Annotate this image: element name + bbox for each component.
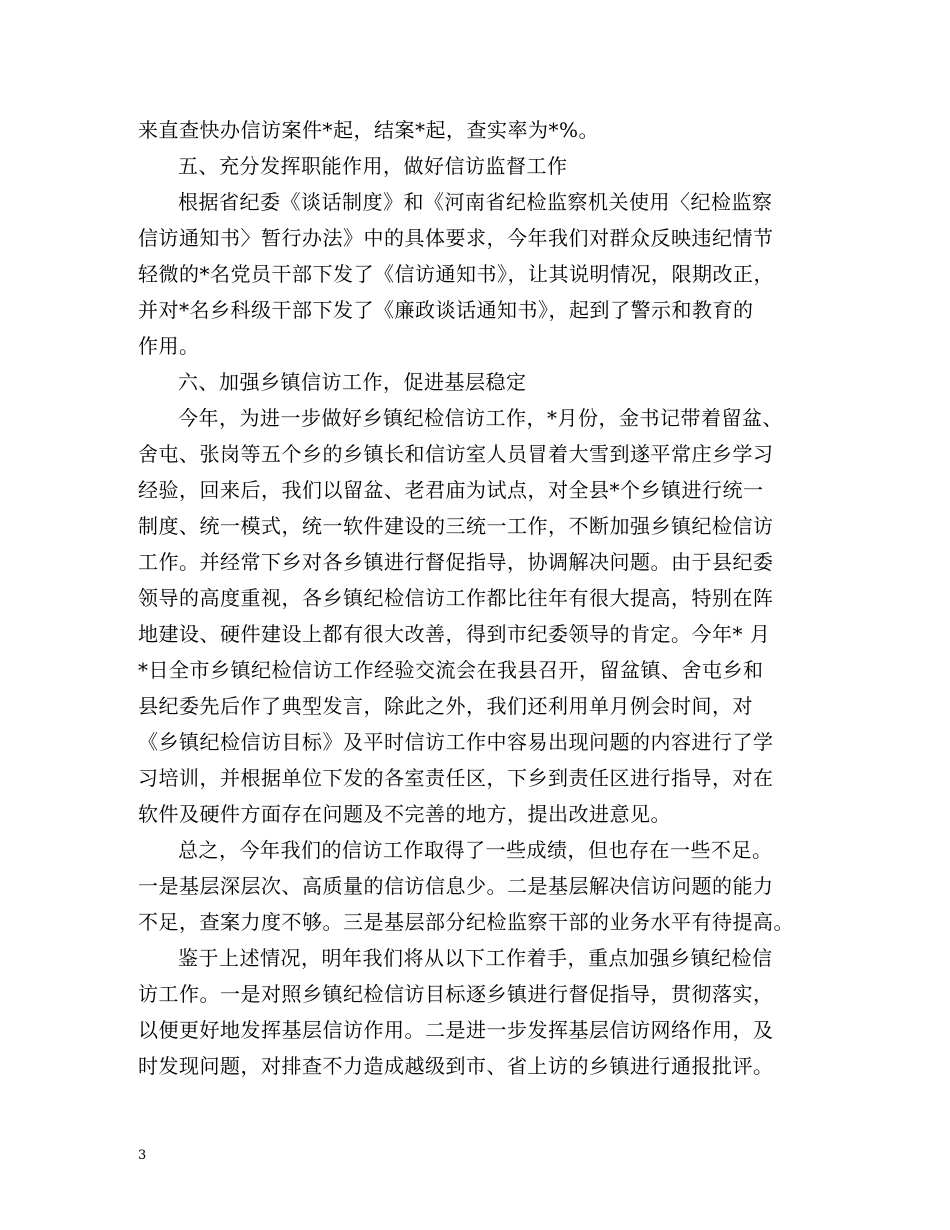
body-text-line: 领导的高度重视，各乡镇纪检信访工作都比往年有很大提高，特别在阵 (138, 586, 774, 610)
body-text-line: 《乡镇纪检信访目标》及平时信访工作中容易出现问题的内容进行了学 (138, 730, 774, 754)
body-text-line: 习培训，并根据单位下发的各室责任区，下乡到责任区进行指导，对在 (138, 766, 774, 790)
body-text-line: 作用。 (138, 334, 200, 358)
body-text-line: 轻微的*名党员干部下发了《信访通知书》，让其说明情况，限期改正， (138, 262, 774, 286)
body-text-line: 时发现问题，对排查不力造成越级到市、省上访的乡镇进行通报批评。 (138, 1054, 774, 1078)
section-heading: 五、充分发挥职能作用，做好信访监督工作 (178, 154, 568, 178)
body-text-line: 不足，查案力度不够。三是基层部分纪检监察干部的业务水平有待提高。 (138, 910, 794, 934)
body-text-line: 工作。并经常下乡对各乡镇进行督促指导，协调解决问题。由于县纪委 (138, 550, 774, 574)
body-text-line: 信访通知书〉暂行办法》中的具体要求，今年我们对群众反映违纪情节 (138, 226, 774, 250)
body-text-line: 根据省纪委《谈话制度》和《河南省纪检监察机关使用〈纪检监察 (178, 190, 773, 214)
body-text-line: 并对*名乡科级干部下发了《廉政谈话通知书》，起到了警示和教育的 (138, 298, 754, 322)
body-text-line: 经验，回来后，我们以留盆、老君庙为试点，对全县*个乡镇进行统一 (138, 478, 764, 502)
body-text-line: 鉴于上述情况，明年我们将从以下工作着手，重点加强乡镇纪检信 (178, 946, 773, 970)
body-text-line: 软件及硬件方面存在问题及不完善的地方，提出改进意见。 (138, 802, 671, 826)
body-text-line: 访工作。一是对照乡镇纪检信访目标逐乡镇进行督促指导，贯彻落实， (138, 982, 774, 1006)
body-text-line: 制度、统一模式，统一软件建设的三统一工作，不断加强乡镇纪检信访 (138, 514, 774, 538)
body-text-line: *日全市乡镇纪检信访工作经验交流会在我县召开，留盆镇、舍屯乡和 (138, 658, 764, 682)
body-text-line: 县纪委先后作了典型发言，除此之外，我们还利用单月例会时间，对 (138, 694, 753, 718)
body-text-line: 一是基层深层次、高质量的信访信息少。二是基层解决信访问题的能力 (138, 874, 774, 898)
body-text-line: 地建设、硬件建设上都有很大改善，得到市纪委领导的肯定。今年* 月 (138, 622, 771, 646)
body-text-line: 舍屯、张岗等五个乡的乡镇长和信访室人员冒着大雪到遂平常庄乡学习 (138, 442, 774, 466)
page-number: 3 (138, 1148, 147, 1163)
section-heading: 六、加强乡镇信访工作，促进基层稳定 (178, 370, 527, 394)
body-text-line: 总之，今年我们的信访工作取得了一些成绩，但也存在一些不足。 (178, 838, 773, 862)
body-text-line: 以便更好地发挥基层信访作用。二是进一步发挥基层信访网络作用，及 (138, 1018, 774, 1042)
body-text-line: 来直查快办信访案件*起，结案*起，查实率为*%。 (138, 118, 600, 142)
body-text-line: 今年，为进一步做好乡镇纪检信访工作，*月份，金书记带着留盆、 (178, 406, 783, 430)
